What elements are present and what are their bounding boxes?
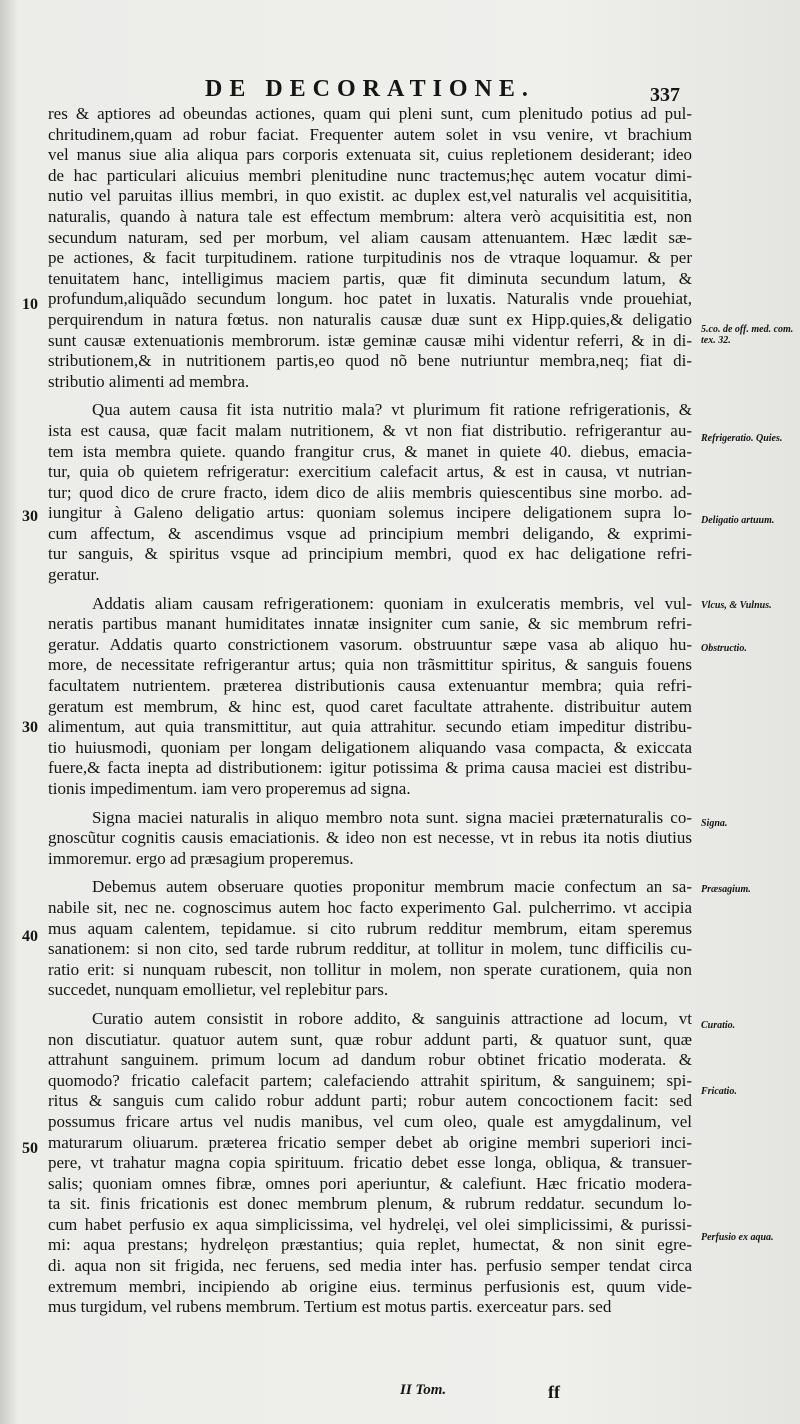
text-line: mus turgidum, vel rubens membrum. Tertium est motus partis. exerceatur pars. sed [48,1297,612,1317]
margin-note: Vlcus, & Vulnus. [701,600,772,611]
text-line: tem ista membra quiete. quando frangitur crus, & manet in quiete 40. diebus, emacia- [48,441,692,461]
text-line: possumus fricare artus vel nudis manibus, vel cum oleo, quale est amygdalinum, vel [48,1111,692,1131]
text-line: succedet, nunquam emollietur, vel replebitur pars. [48,980,389,1000]
text-line: attrahunt sanguinem. primum locum ad dandum robur obtinet fricatio moderata. & [48,1050,692,1070]
text-line: ista est causa, quæ facit malam nutritionem, & vt non fiat distributio. refrigerantur au- [48,420,692,440]
margin-note: Signa. [701,818,728,829]
volume-signature: II Tom. [400,1382,447,1398]
text-line: tio huiusmodi, quoniam per longam deligationem aliquando vasa compacta, & exiccata [48,737,692,757]
text-line: salis; quoniam omnes fibræ, omnes pori aperiuntur, & calefiunt. Hæc fricatio modera- [48,1173,692,1193]
text-line: mi: aqua prestans; hydrelęon præstantius; quia replet, humectat, & non sinit egre- [48,1235,692,1255]
text-line: naturalis, quando à natura tale est effectum membrum: altera verò acquisititia est, non [48,206,692,226]
text-line: profundum,aliquãdo secundum longum. hoc patet in luxatis. Naturalis vnde prouehiat, [48,289,692,309]
text-line: alimentum, aut quia transmittitur, aut quia attrahitur. secundo etiam impeditur distribu- [48,717,692,737]
text-line: geratur. Addatis quarto constrictionem vasorum. obstruuntur sæpe vasa ab aliquo hu- [48,634,692,654]
text-line: Curatio autem consistit in robore addito, & sanguinis attractione ad locum, vt [92,1008,692,1028]
text-line: quomodo? fricatio calefacit partem; calefaciendo attrahit spiritum, & sanguinem; spi- [48,1070,692,1090]
text-line: pe actiones, & facit turpitudinem. ratione turpitudinis nos de vtraque loquamur. & per [48,248,692,268]
text-line: fuere,& facta inepta ad distributionem: igitur potissima & prima causa maciei est distribu- [48,758,692,778]
text-line: iungitur à Galeno deligatio artus: quoniam solemus incipere deligationem supra lo- [48,503,692,523]
text-line: pere, vt trahatur magna copia spirituum. fricatio debet esse longa, obliqua, & transuer- [48,1153,692,1173]
margin-note: Præsagium. [701,884,751,895]
paragraph [48,1009,692,1318]
text-line: tur sanguis, & spiritus vsque ad principium membri, quod ex hac deligatione refri- [48,544,692,564]
text-line: ritus & sanguis cum calido robur addunt parti; robur autem concoctionem facit: sed [48,1091,692,1111]
text-line: Signa maciei naturalis in aliquo membro nota sunt. signa maciei præternaturalis co- [92,807,692,827]
text-line: Qua autem causa fit ista nutritio mala? vt plurimum fit ratione refrigerationis, & [92,400,692,420]
text-line: mus aquam calentem, tepidamue. si cito rubrum redditur membrum, eitam speremus [48,918,692,938]
text-line: neratis partibus manant humiditates innatæ insigniter cum sanie, & sic membrum refri- [48,614,692,634]
text-line: de hac particulari alicuius membri plenitudine nunc tractemus;hęc autem vocatur dimi- [48,165,692,185]
line-number: 30 [22,719,38,736]
paragraph [48,808,692,870]
margin-note: Obstructio. [701,643,747,654]
text-line: ratio erit: si nunquam rubescit, non tollitur in molem, non sperate curationem, quia non [48,959,692,979]
margin-note: 5.co. de off. med. com. tex. 32. [701,324,794,346]
text-line: tur; quod dico de crure fracto, idem dico de aliis membris quiescentibus sine morbo. ad- [48,482,692,502]
margin-note: Refrigeratio. Quies. [701,433,783,444]
margin-note: Deligatio artuum. [701,515,775,526]
text-line: geratum est membrum, & hinc est, quod caret facultate attrahente. distribuitur autem [48,696,692,716]
text-line: immoremur. ergo ad præsagium properemus. [48,848,354,868]
text-line: cum habet perfusio ex aqua simplicissima, vel hydrelęi, vel olei simplicissimi, & purissi- [48,1214,692,1234]
text-line: chritudinem,quam ad robur faciat. Frequenter autem solet in vsu venire, vt brachium [48,124,692,144]
text-line: nabile sit, nec ne. cognoscimus autem hoc facto experimento Gal. pulcherrimo. vt accipia [48,897,692,917]
text-line: perquirendum in natura fœtus. non naturalis causæ duæ sunt ex Hipp.quies,& deligatio [48,309,692,329]
text-line: more, de necessitate refrigerantur artus; quia non trãsmittitur spiritus, & sanguis fouens [48,655,692,675]
paragraph [48,594,692,800]
text-line: tenuitatem hanc, intelligimus maciem partis, quæ fit diminuta secundum latum, & [48,268,692,288]
text-line: geratur. [48,565,100,585]
text-line: res & aptiores ad obeundas actiones, quam qui pleni sunt, cum plenitudo potius ad pul- [48,104,692,123]
text-line: stributio alimenti ad membra. [48,371,250,391]
text-line: sanationem: si non cito, sed tarde rubrum redditur, at tollitur in molem, tunc difficilis cu- [48,939,692,959]
text-line: Debemus autem obseruare quoties proponitur membrum macie confectum an sa- [92,877,692,897]
text-line: di. aqua non sit frigida, nec feruens, sed media inter has. perfusio semper tendat circa [48,1256,692,1276]
margin-note: Fricatio. [701,1086,737,1097]
page-number: 337 [650,84,680,106]
margin-note: Perfusio ex aqua. [701,1232,774,1243]
text-line: cum affectum, & ascendimus vsque ad principium membri deligando, & exprimi- [48,523,692,543]
text-line: tionis impedimentum. iam vero properemus ad signa. [48,779,411,798]
text-line: ta sit. finis fricationis est donec membrum plenum, & rubrum reddatur. secundum lo- [48,1194,692,1214]
paragraph [48,400,692,585]
text-line: secundum naturam, sed per morbum, vel aliam causam attenuantem. Hæc lædit sæ- [48,227,692,247]
text-line: facultatem nutrientem. præterea distributionis causa extenuantur membra; quia refri- [48,676,692,696]
text-line: maturarum oliuarum. præterea fricatio semper debet ab origine membri superiori inci- [48,1132,692,1152]
paragraph [48,877,692,1001]
body-text [48,104,692,1326]
margin-note: Curatio. [701,1020,736,1031]
text-line: sunt causæ extenuationis membrorum. istæ geminæ causæ mihi videntur referri, & in di- [48,330,692,350]
line-number: 10 [22,296,38,313]
text-line: stributionem,& in nutritionem partis,eo quod nõ bene nutriuntur membra,neq; fiat di- [48,351,692,371]
text-line: vel manus siue alia aliqua pars corporis extenuata sit, cuius repletionem desiderant; ideo [48,145,692,165]
text-line: non discutiatur. quatuor autem sunt, quæ robur addunt parti, & quatuor sunt, quæ [48,1029,692,1049]
line-number: 50 [22,1140,38,1157]
line-number: 30 [22,508,38,525]
text-line: nutio vel paruitas illius membri, in quo existit. ac duplex est,vel naturalis vel acquisititia, [48,186,692,206]
page-footer [0,1382,800,1408]
gathering-signature: ff [548,1382,560,1402]
line-number: 40 [22,928,38,945]
text-line: gnoscũtur cognitis causis emaciationis. & ideo non est necesse, vt in rebus ita notis diutius [48,828,692,848]
text-line: extremum membri, incipiendo ab origine eius. terminus perfusionis est, quum vide- [48,1276,692,1296]
running-title: DE DECORATIONE. [205,76,535,102]
text-line: Addatis aliam causam refrigerationem: quoniam in exulceratis membris, vel vul- [92,593,692,613]
text-line: tur, quia ob quietem refrigeratur: exercitium calefacit artus, & est in causa, vt nutrian- [48,462,692,482]
paragraph [48,104,692,392]
